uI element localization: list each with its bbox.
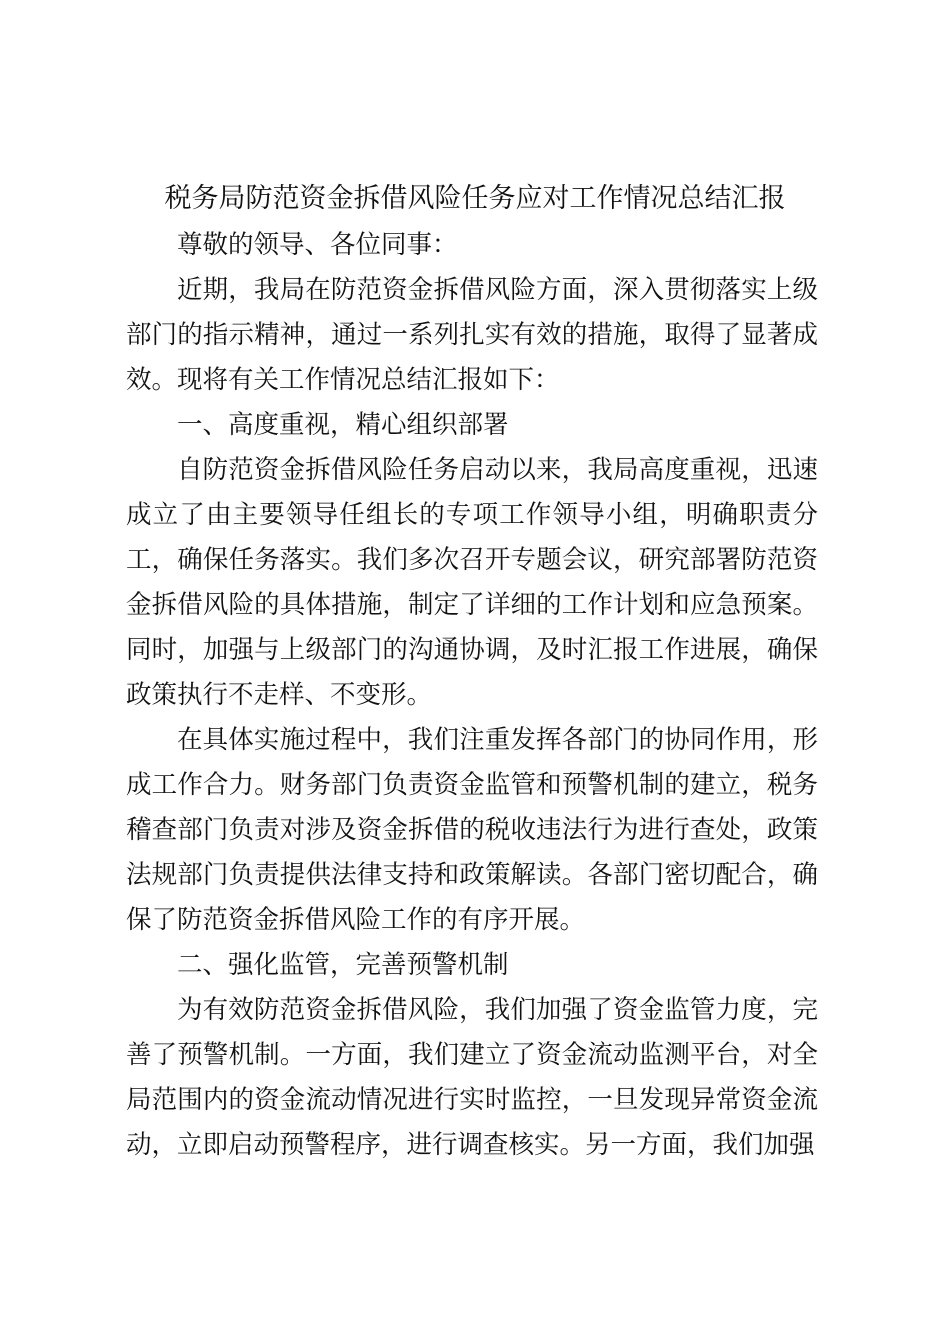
section-2-heading: 二、强化监管，完善预警机制: [177, 950, 509, 980]
salutation: 尊敬的领导、各位同事：: [177, 230, 458, 260]
section-2-paragraph-1: 为有效防范资金拆借风险，我们加强了资金监管力度，完善了预警机制。一方面，我们建立了资金流动监测平台，对全局范围内的资金流动情况进行实时监控，一旦发现异常资金流动，立即启动预警程序，进行调查核实。另一方面，我们加强: [126, 995, 818, 1160]
intro-paragraph: 近期，我局在防范资金拆借风险方面，深入贯彻落实上级部门的指示精神，通过一系列扎实有效的措施，取得了显著成效。现将有关工作情况总结汇报如下：: [126, 275, 818, 395]
document-body: [126, 223, 818, 1168]
section-1-paragraph-2: 在具体实施过程中，我们注重发挥各部门的协同作用，形成工作合力。财务部门负责资金监管和预警机制的建立，税务稽查部门负责对涉及资金拆借的税收违法行为进行查处，政策法规部门负责提供法律支持和政策解读。各部门密切配合，确保了防范资金拆借风险工作的有序开展。: [126, 725, 818, 935]
section-1-paragraph-1: 自防范资金拆借风险任务启动以来，我局高度重视，迅速成立了由主要领导任组长的专项工作领导小组，明确职责分工，确保任务落实。我们多次召开专题会议，研究部署防范资金拆借风险的具体措施，制定了详细的工作计划和应急预案。同时，加强与上级部门的沟通协调，及时汇报工作进展，确保政策执行不走样、不变形。: [126, 455, 818, 710]
document-title: 税务局防范资金拆借风险任务应对工作情况总结汇报: [164, 183, 786, 214]
section-1-heading: 一、高度重视，精心组织部署: [177, 410, 509, 440]
